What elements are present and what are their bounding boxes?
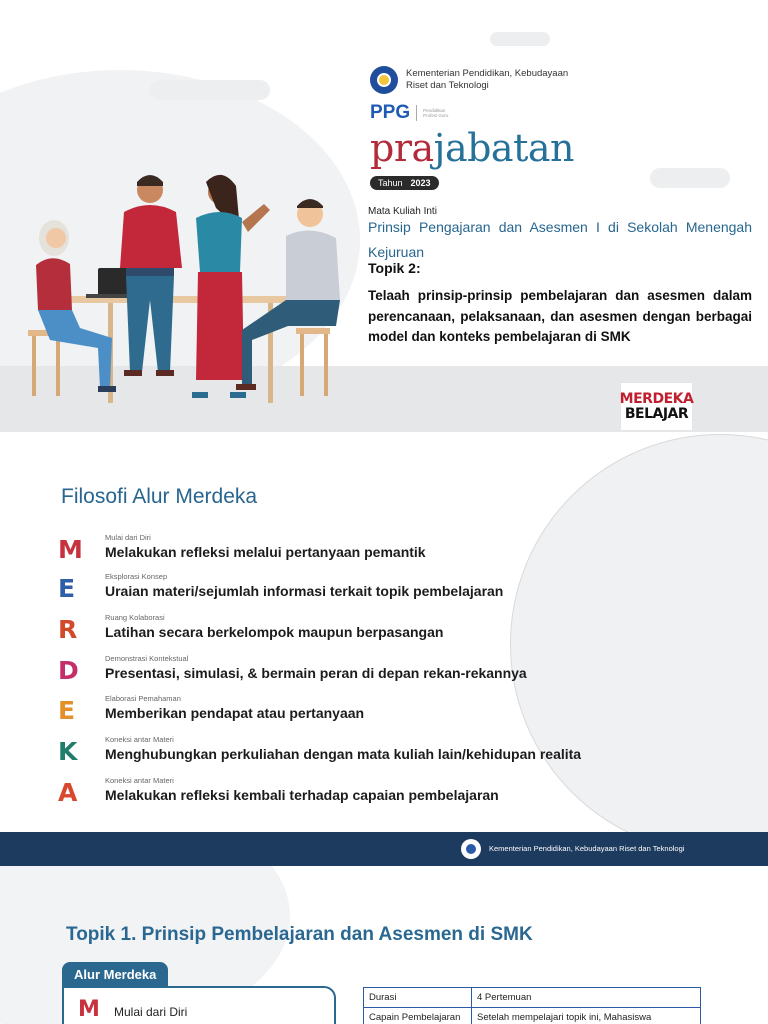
letter-r-icon: R [58, 615, 78, 644]
table-value: 4 Pertemuan [472, 988, 701, 1008]
filosofi-slide [0, 432, 768, 832]
item-subtitle: Ruang Kolaborasi [105, 613, 165, 622]
alur-merdeka-box [62, 986, 336, 1024]
ministry-footer-bar [0, 832, 768, 866]
ministry-name: Kementerian Pendidikan, Kebudayaan Riset dan Teknologi [406, 68, 569, 91]
course-label: Mata Kuliah Inti [368, 206, 437, 217]
alur-merdeka-tab: Alur Merdeka [62, 962, 168, 987]
item-subtitle: Mulai dari Diri [105, 533, 151, 542]
item-subtitle: Eksplorasi Konsep [105, 572, 168, 581]
team-discussion-illustration [20, 160, 350, 410]
table-key: Capain Pembelajaran [364, 1008, 472, 1024]
letter-e-icon: E [58, 574, 76, 603]
item-subtitle: Demonstrasi Kontekstual [105, 654, 189, 663]
alur-item-text: Mulai dari Diri [114, 1005, 188, 1019]
ministry-header [370, 66, 576, 94]
slide-title: Topik 1. Prinsip Pembelajaran dan Asesmen di SMK [66, 924, 533, 945]
cloud-shape [150, 80, 270, 100]
item-text: Latihan secara berkelompok maupun berpasangan [105, 624, 444, 640]
letter-m-icon: M [58, 535, 83, 564]
brand-jabatan: jabatan [433, 126, 574, 170]
badge-line2: BELAJAR [624, 405, 689, 422]
cloud-shape [490, 32, 550, 46]
item-text: Uraian materi/sejumlah informasi terkait topik pembelajaran [105, 583, 504, 599]
ppg-logo [370, 102, 449, 124]
table-row [364, 988, 701, 1008]
course-title: Prinsip Pengajaran dan Asesmen I di Sekolah Menengah Kejuruan [368, 219, 752, 260]
item-text: Melakukan refleksi kembali terhadap capaian pembelajaran [105, 787, 499, 803]
slide-title: Filosofi Alur Merdeka [61, 485, 258, 508]
letter-m-icon: M [78, 997, 100, 1022]
table-value: Setelah mempelajari topik ini, Mahasiswa [472, 1008, 701, 1024]
year-value: 2023 [410, 178, 431, 188]
merdeka-belajar-logo [621, 383, 692, 430]
item-text: Memberikan pendapat atau pertanyaan [105, 705, 365, 721]
table-row [364, 1008, 701, 1024]
topic-label: Topik 2: [368, 260, 421, 276]
footer-ministry-text: Kementerian Pendidikan, Kebudayaan Riset dan Teknologi [489, 844, 685, 853]
item-text: Melakukan refleksi melalui pertanyaan pemantik [105, 544, 426, 560]
ppg-text: PPG [370, 102, 411, 123]
prajabatan-logo [370, 126, 574, 170]
background-arc [510, 434, 768, 832]
divider [416, 105, 417, 121]
letter-e-icon: E [58, 696, 76, 725]
brand-pra: pra [370, 126, 434, 170]
item-text: Presentasi, simulasi, & bermain peran di depan rekan-rekannya [105, 665, 527, 681]
year-label: Tahun [378, 178, 403, 188]
year-badge [370, 176, 439, 190]
cover-slide [0, 0, 768, 432]
topic-slide [0, 866, 768, 1024]
info-table [363, 987, 701, 1024]
item-text: Menghubungkan perkuliahan dengan mata kuliah lain/kehidupan realita [105, 746, 582, 762]
badge-line1: MERDEKA [619, 390, 694, 407]
item-subtitle: Koneksi antar Materi [105, 776, 174, 785]
item-subtitle: Koneksi antar Materi [105, 735, 174, 744]
topic-description: Telaah prinsip-prinsip pembelajaran dan asesmen dalam perencanaan, pelaksanaan, dan asesmen dengan berbagai model dan konteks pembelajaran di SMK [368, 288, 752, 344]
letter-k-icon: K [58, 737, 78, 766]
cloud-shape [650, 168, 730, 188]
table-key: Durasi [364, 988, 472, 1008]
letter-a-icon: A [58, 778, 78, 807]
ministry-logo-icon [461, 839, 481, 859]
ppg-subtext: Pendidikan Profesi Guru [423, 108, 449, 118]
item-subtitle: Elaborasi Pemahaman [105, 694, 181, 703]
ministry-logo-icon [370, 66, 398, 94]
letter-d-icon: D [58, 656, 79, 685]
